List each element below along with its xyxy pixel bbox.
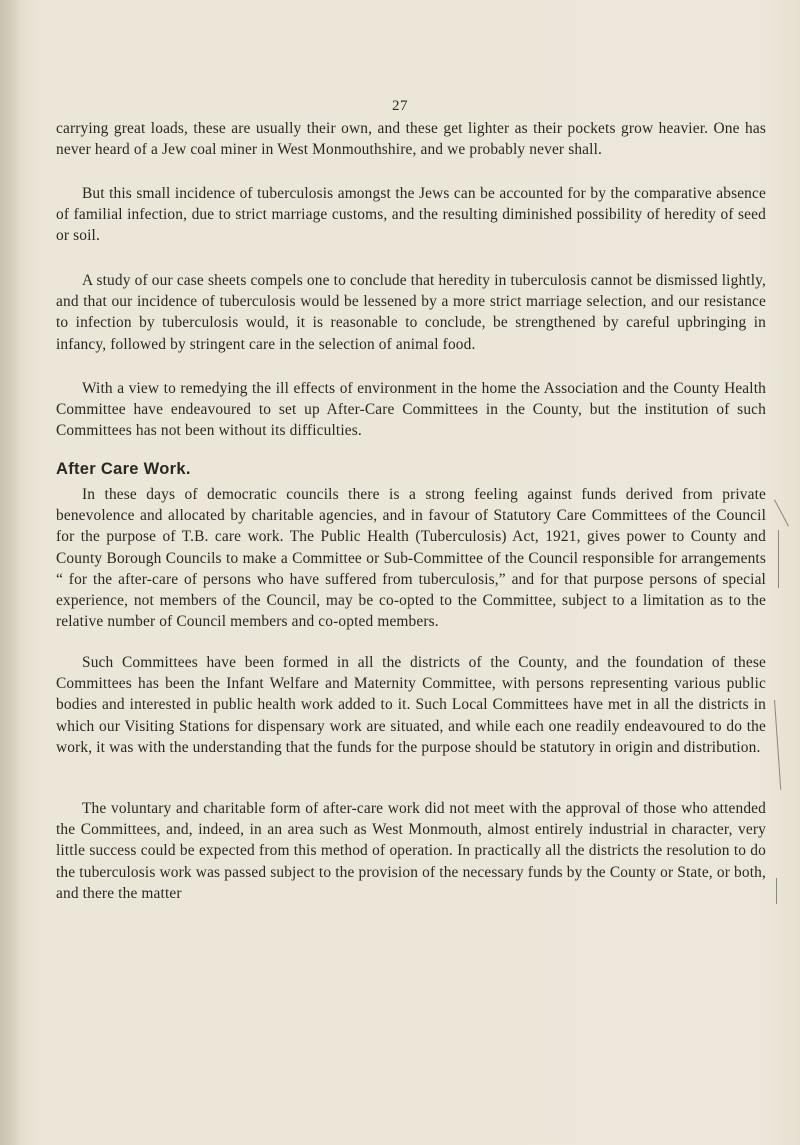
- page-number: 27: [392, 98, 408, 114]
- paragraph-jews-incidence: But this small incidence of tuberculosis amongst the Jews can be accounted for by the comparative absence of familial infection, due to strict marriage customs, and the resulting diminished possibility of heredity of seed or soil.: [56, 185, 766, 245]
- margin-pencil-mark: [776, 878, 777, 904]
- margin-pencil-mark: [774, 700, 781, 790]
- section-heading: After Care Work.: [56, 460, 191, 478]
- paragraph-voluntary-after-care: The voluntary and charitable form of after-care work did not meet with the approval of those who attended the Committees, and, indeed, in an area such as West Monmouth, almost entirely industrial in character, very little success could be expected from this method of operation. In practically all the districts the resolution to do the tuberculosis work was passed subject to the provision of the necessary funds by the County or State, or both, and there the matter: [56, 800, 766, 902]
- paragraph-democratic-councils: In these days of democratic councils there is a strong feeling against funds derived from private benevolence and allocated by charitable agencies, and in favour of Statutory Care Committees of the Council for the purpose of T.B. care work. The Public Health (Tuberculosis) Act, 1921, gives power to County and County Borough Councils to make a Committee or Sub-Committee of the Council responsible for arrangements “ for the after-care of persons who have suffered from tuberculosis,” and for that purpose persons of special experience, not members of the Council, may be co-opted to the Committee, subject to a limitation as to the relative number of Council members and co-opted members.: [56, 486, 766, 631]
- paragraph-heredity-study: A study of our case sheets compels one to conclude that heredity in tuberculosis cannot be dismissed lightly, and that our incidence of tuberculosis would be lessened by a more strict marriage selection, and our resistance to infection by tuberculosis would, it is reasonable to conclude, be strengthened by careful upbringing in infancy, followed by stringent care in the selection of animal food.: [56, 272, 766, 353]
- binding-shadow: [0, 0, 22, 1145]
- paragraph-continued: carrying great loads, these are usually their own, and these get lighter as their pockets grow heavier. One has never heard of a Jew coal miner in West Monmouthshire, and we probably never shall.: [56, 120, 766, 159]
- paragraph-committees-formed: Such Committees have been formed in all the districts of the County, and the foundation of these Committees has been the Infant Welfare and Maternity Committee, with persons representing various public bodies and interested in public health work added to it. Such Local Committees have met in all the districts in which our Visiting Stations for dispensary work are situated, and while each one readily endeavoured to do the work, it was with the understanding that the funds for the purpose should be statutory in origin and distribution.: [56, 654, 766, 756]
- margin-pencil-mark: [778, 530, 779, 588]
- paragraph-after-care-committees: With a view to remedying the ill effects of environment in the home the Association and the County Health Committee have endeavoured to set up After-Care Committees in the County, but the institution of such Committees has not been without its difficulties.: [56, 380, 766, 440]
- margin-pencil-mark: [774, 500, 789, 527]
